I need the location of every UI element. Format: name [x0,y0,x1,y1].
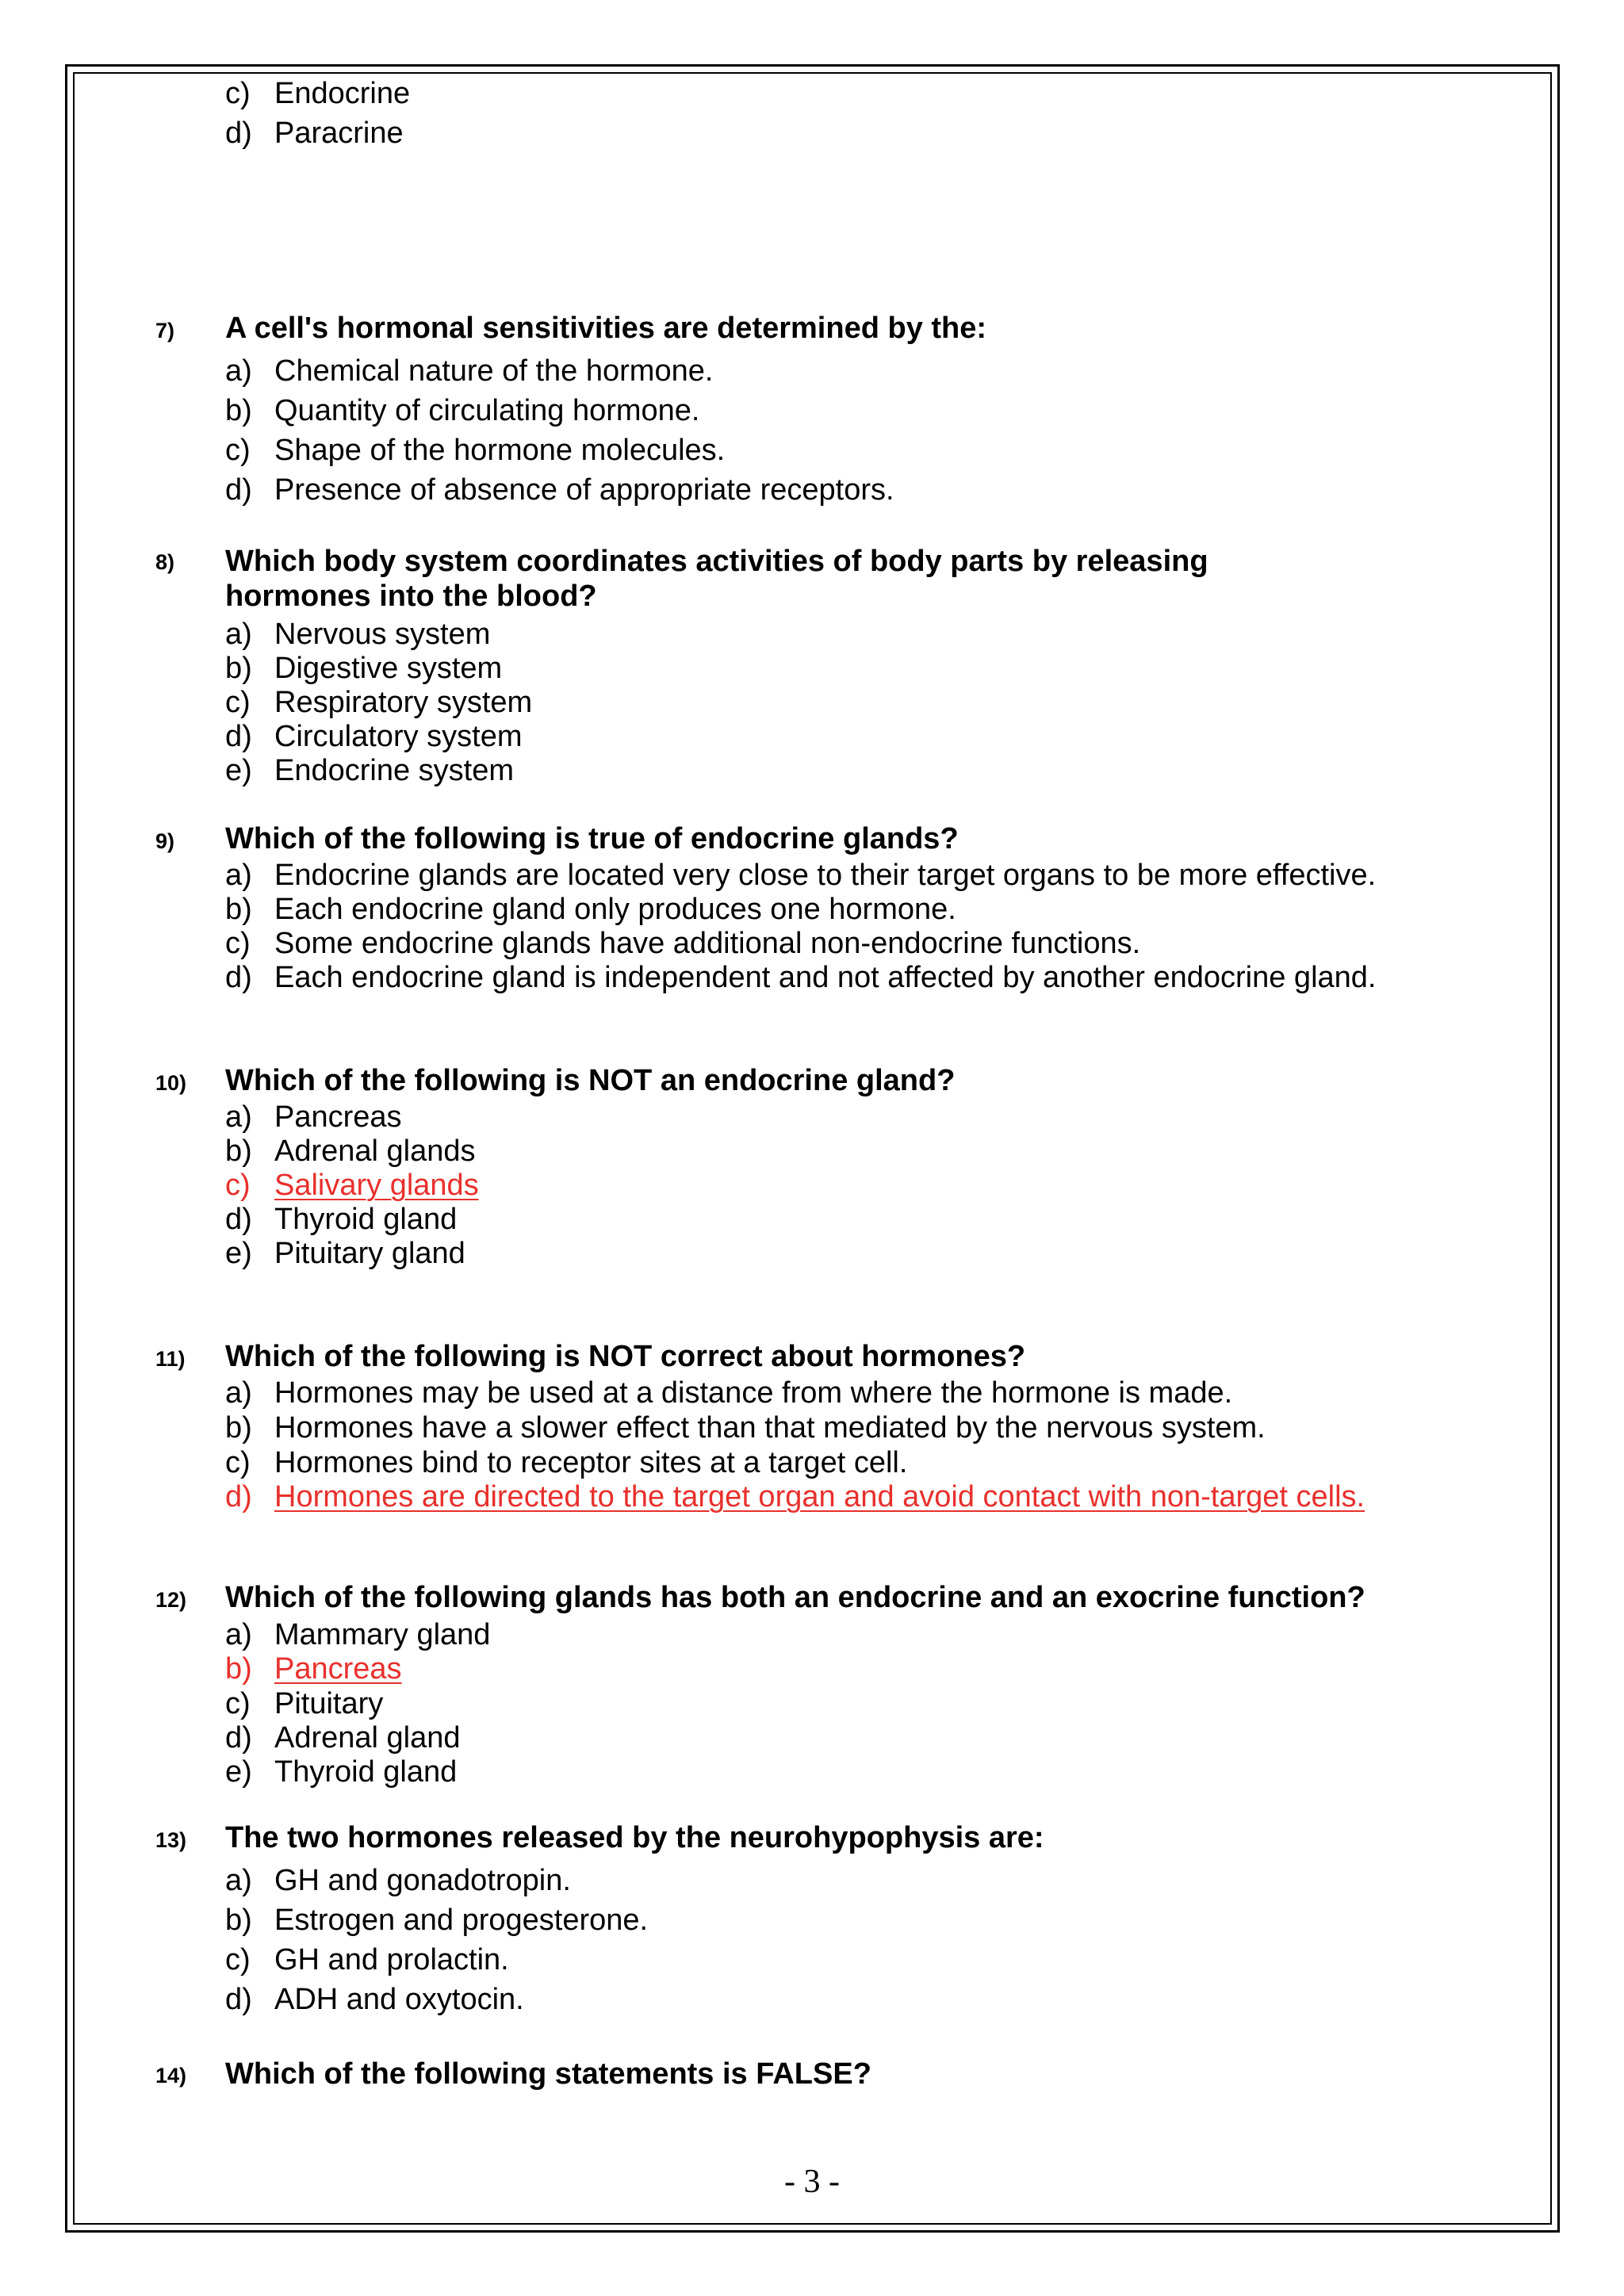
option-row: a) Pancreas [225,1100,402,1134]
option-row: b) Digestive system [225,652,503,685]
option-row: b) Estrogen and progesterone. [225,1904,649,1937]
option-row: c) Some endocrine glands have additional non-endocrine functions. [225,927,1141,960]
option-row: d) Paracrine [225,117,404,150]
option-row: e) Pituitary gland [225,1237,465,1270]
question-text: Which of the following statements is FALSE? [225,2057,871,2091]
question-text: A cell's hormonal sensitivities are determined by the: [225,312,987,345]
question-text: Which of the following is true of endocrine glands? [225,822,959,855]
option-row: d) Circulatory system [225,720,523,753]
page-number: - 3 - [784,2164,840,2200]
question-number: 13) [155,1828,187,1852]
option-row: a) Chemical nature of the hormone. [225,354,714,388]
option-row: c) Respiratory system [225,686,533,719]
option-row: d) Thyroid gland [225,1203,458,1236]
correct-answer-option: b) Pancreas [225,1652,402,1686]
option-row: c) GH and prolactin. [225,1943,509,1976]
correct-answer-option: d) Hormones are directed to the target organ and avoid contact with non-target cells. [225,1480,1365,1513]
option-row: c) Shape of the hormone molecules. [225,434,726,467]
question-number: 14) [155,2064,187,2087]
option-row: c) Pituitary [225,1687,384,1720]
option-row: d) Presence of absence of appropriate receptors. [225,473,894,507]
option-row: d) ADH and oxytocin. [225,1983,524,2016]
option-row: c) Hormones bind to receptor sites at a target cell. [225,1446,908,1479]
option-row: d) Each endocrine gland is independent and not affected by another endocrine gland. [225,961,1377,994]
question-text: The two hormones released by the neurohypophysis are: [225,1821,1044,1854]
question-number: 7) [155,319,175,342]
question-number: 10) [155,1071,187,1095]
question-number: 8) [155,550,175,574]
question-number: 11) [155,1347,186,1371]
option-row: a) Endocrine glands are located very close to their target organs to be more effective. [225,859,1377,892]
option-row: a) Nervous system [225,618,491,651]
option-row: e) Endocrine system [225,754,515,787]
question-text: Which of the following glands has both an endocrine and an exocrine function? [225,1581,1365,1614]
correct-answer-option: c) Salivary glands [225,1169,479,1202]
question-text: Which body system coordinates activities of body parts by releasing hormones into the blood? [225,545,1208,613]
option-row: b) Hormones have a slower effect than that mediated by the nervous system. [225,1411,1266,1445]
option-row: b) Each endocrine gland only produces one hormone. [225,893,956,926]
question-number: 12) [155,1588,187,1612]
question-text: Which of the following is NOT an endocrine gland? [225,1064,956,1097]
option-row: b) Adrenal glands [225,1135,476,1168]
question-number: 9) [155,829,175,853]
option-row: b) Quantity of circulating hormone. [225,394,700,427]
option-row: a) Hormones may be used at a distance from where the hormone is made. [225,1376,1233,1410]
option-row: a) GH and gonadotropin. [225,1864,571,1897]
question-text: Which of the following is NOT correct about hormones? [225,1340,1026,1373]
option-row: a) Mammary gland [225,1618,491,1651]
option-row: c) Endocrine [225,77,411,110]
option-row: d) Adrenal gland [225,1721,461,1755]
option-row: e) Thyroid gland [225,1755,458,1789]
